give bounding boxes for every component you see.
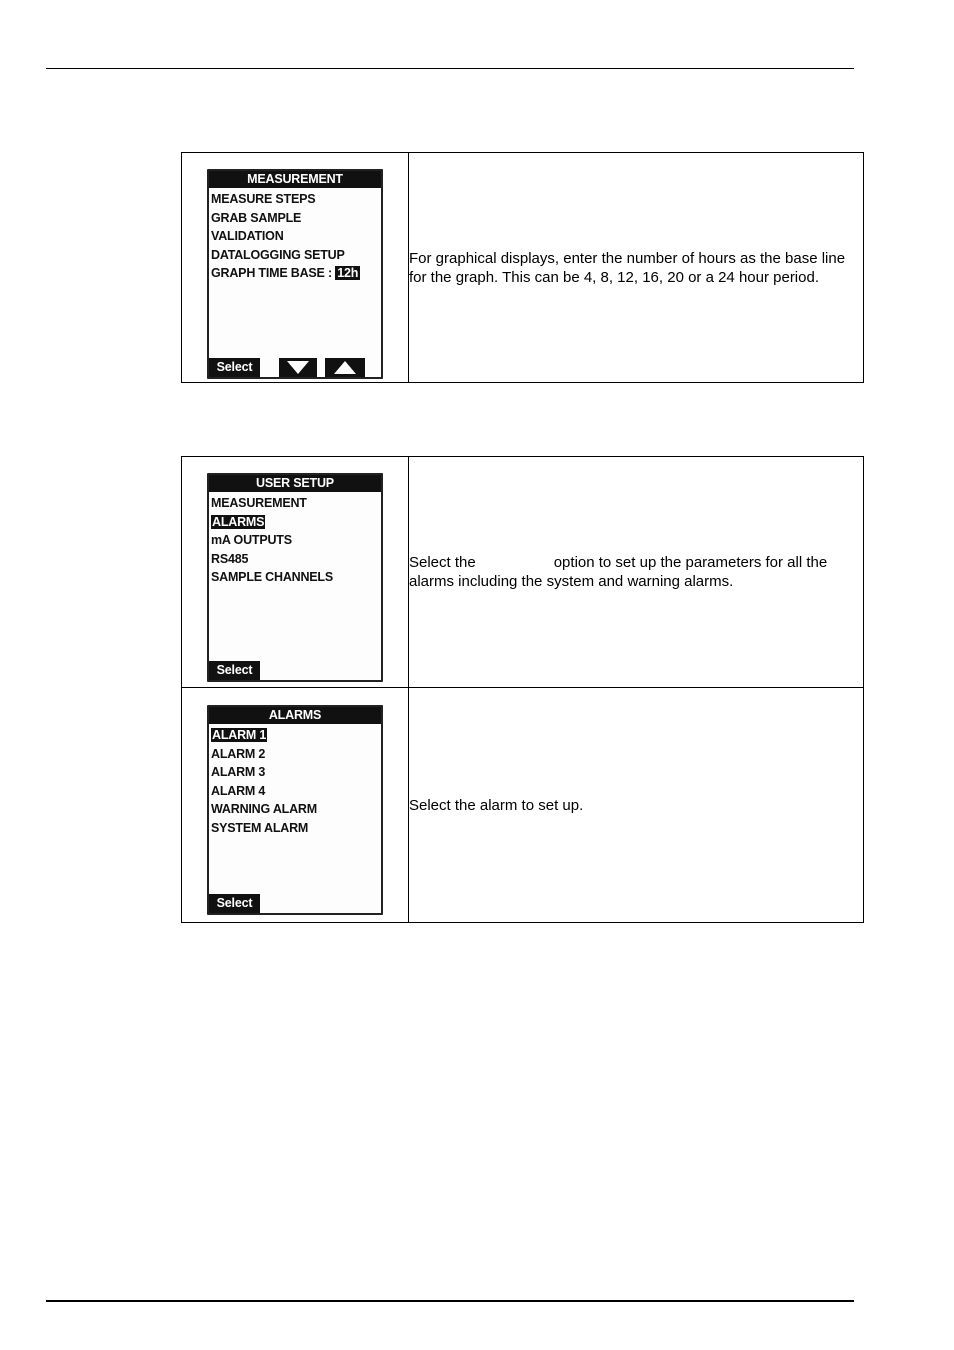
table-row [182,457,864,688]
menu-list [209,188,381,283]
graph-time-base-table [181,152,864,383]
menu-item-rs485[interactable]: RS485 [211,551,249,566]
description-text: Select the alarm to set up. [409,796,584,814]
measurement-screen [207,169,383,379]
select-softkey[interactable]: Select [209,358,260,377]
description-cell [409,457,864,688]
graph-time-base-value[interactable]: 12h [337,266,359,280]
description-cell [409,688,864,923]
table-row [182,153,864,383]
header-rule [46,68,854,69]
screen-cell [182,457,409,688]
screen-cell [182,153,409,383]
up-triangle-icon [331,358,359,377]
menu-item-alarm-1[interactable] [211,726,381,745]
select-softkey[interactable]: Select [209,661,260,680]
graph-time-base-label: GRAPH TIME BASE : [211,266,332,280]
alarms-screen [207,705,383,915]
softkey-bar [209,661,381,680]
up-softkey[interactable] [325,358,365,377]
menu-item-sample-channels[interactable]: SAMPLE CHANNELS [211,570,334,584]
highlighted-item-label: ALARM 1 [212,728,267,742]
menu-item-alarm-4[interactable]: ALARM 4 [211,783,266,798]
menu-item-alarms[interactable] [211,513,381,532]
menu-item-graph-time-base[interactable] [211,264,381,283]
softkey-bar [209,894,381,913]
screen-title: ALARMS [209,707,381,724]
table-row [182,688,864,923]
menu-item-warning-alarm[interactable]: WARNING ALARM [211,802,317,816]
screen-cell [182,688,409,923]
description-text-end: option to set up the parameters for all the alarms including the system and warning alarms. [409,554,828,590]
user-setup-screen [207,473,383,682]
menu-item-ma-outputs[interactable]: mA OUTPUTS [211,533,292,547]
menu-list [209,492,381,587]
down-triangle-icon [284,358,312,377]
menu-item-measure-steps[interactable]: MEASURE STEPS [211,192,316,206]
screen-title: MEASUREMENT [209,171,381,188]
menu-list [209,724,381,837]
select-softkey[interactable]: Select [209,894,260,913]
description-text: For graphical displays, enter the number of hours as the base line for the graph. This can be 4, 8, 12, 16, 20 or a 24 hour period. [409,249,846,286]
menu-item-datalogging-setup[interactable]: DATALOGGING SETUP [211,247,345,262]
menu-item-grab-sample[interactable]: GRAB SAMPLE [211,210,302,225]
screen-title: USER SETUP [209,475,381,492]
menu-item-system-alarm[interactable]: SYSTEM ALARM [211,820,309,835]
menu-item-validation[interactable]: VALIDATION [211,229,284,243]
footer-rule [46,1300,854,1302]
description-cell [409,153,864,383]
highlighted-item-label: ALARMS [212,514,265,529]
alarms-table [181,456,864,923]
menu-item-measurement[interactable]: MEASUREMENT [211,496,307,510]
down-softkey[interactable] [279,358,317,377]
menu-item-alarm-3[interactable]: ALARM 3 [211,765,266,779]
softkey-bar [209,358,381,377]
description-text-start: Select the [409,554,476,571]
menu-item-alarm-2[interactable]: ALARM 2 [211,746,266,761]
